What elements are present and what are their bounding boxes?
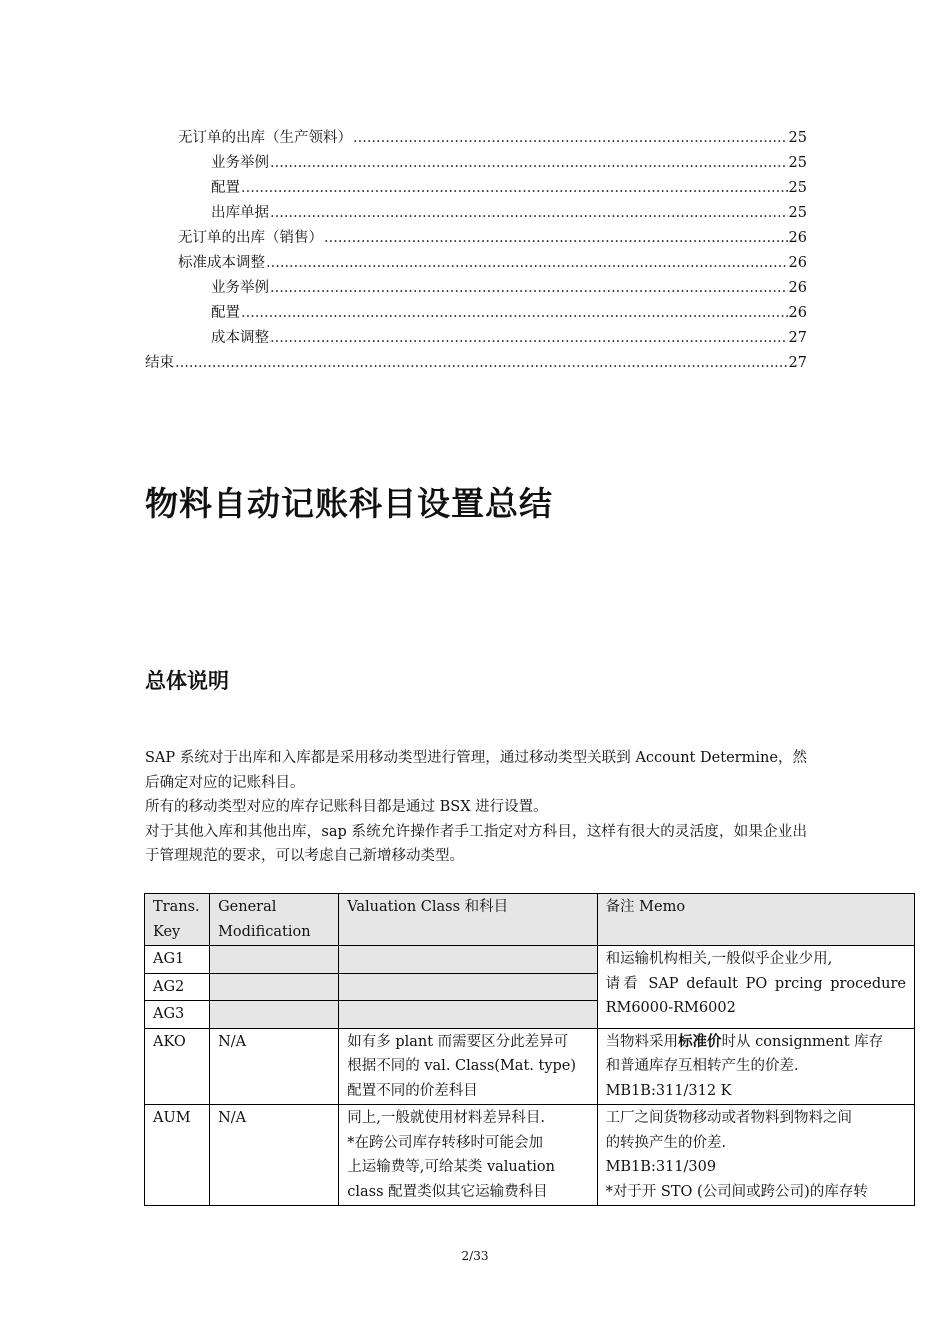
toc-entry-title: 业务举例 — [211, 155, 269, 171]
cell-memo: 和运输机构相关,一般似乎企业少用, 请看 SAP default PO prcing procedure RM6000-RM6002 — [597, 946, 914, 1029]
toc-entry-page: 26 — [788, 305, 807, 321]
toc-entry-page: 25 — [788, 180, 807, 196]
toc-entry-title: 无订单的出库（生产领料） — [178, 130, 352, 146]
cell-valuation-class — [339, 973, 597, 1001]
toc-leader — [175, 351, 788, 376]
toc-entry[interactable] — [145, 226, 807, 251]
toc-entry-page: 25 — [788, 205, 807, 221]
toc-leader — [353, 126, 788, 151]
intro-paragraph: 所有的移动类型对应的库存记账科目都是通过 BSX 进行设置。 — [145, 799, 548, 815]
toc-entry[interactable] — [145, 276, 807, 301]
intro-text — [145, 746, 807, 869]
toc-leader — [241, 301, 788, 326]
document-title: 物料自动记账科目设置总结 — [145, 484, 553, 523]
toc-entry[interactable] — [145, 351, 807, 376]
toc-leader — [324, 226, 788, 251]
toc-leader — [241, 176, 788, 201]
page-number: 2/33 — [461, 1249, 489, 1263]
cell-valuation-class: 如有多 plant 而需要区分此差异可 根据不同的 val. Class(Mat. type) 配置不同的价差科目 — [339, 1028, 597, 1105]
cell-trans-key: AKO — [145, 1028, 210, 1105]
toc-leader — [270, 151, 788, 176]
toc-entry[interactable] — [145, 126, 807, 151]
cell-trans-key: AG3 — [145, 1001, 210, 1029]
header-trans-key: Trans. Key — [145, 894, 210, 946]
table-of-contents — [145, 126, 807, 376]
table-row — [145, 946, 915, 974]
table-header-row — [145, 894, 915, 946]
toc-entry-page: 26 — [788, 230, 807, 246]
toc-entry-title: 结束 — [145, 355, 174, 371]
toc-entry-title: 标准成本调整 — [178, 255, 265, 271]
transaction-key-table — [144, 893, 915, 1206]
toc-entry-page: 25 — [788, 155, 807, 171]
toc-leader — [270, 276, 788, 301]
intro-paragraph: 对于其他入库和其他出库，sap 系统允许操作者手工指定对方科目，这样有很大的灵活度，如果企业出于管理规范的要求，可以考虑自己新增移动类型。 — [145, 823, 807, 864]
toc-entry-page: 26 — [788, 280, 807, 296]
toc-leader — [270, 326, 788, 351]
cell-general-modification: N/A — [210, 1028, 339, 1105]
cell-valuation-class: 同上,一般就使用材料差异科目. *在跨公司库存转移时可能会加 上运输费等,可给某类 valuation class 配置类似其它运输费科目 — [339, 1105, 597, 1206]
toc-entry[interactable] — [145, 176, 807, 201]
cell-memo: 工厂之间货物移动或者物料到物料之间 的转换产生的价差. MB1B:311/309 *对于开 STO (公司间或跨公司)的库存转 — [597, 1105, 914, 1206]
toc-entry-title: 配置 — [211, 180, 240, 196]
header-valuation-class: Valuation Class 和科目 — [339, 894, 597, 946]
toc-entry[interactable] — [145, 151, 807, 176]
cell-general-modification: N/A — [210, 1105, 339, 1206]
toc-entry[interactable] — [145, 301, 807, 326]
section-heading: 总体说明 — [145, 669, 229, 693]
header-general-modification: General Modification — [210, 894, 339, 946]
cell-memo: 当物料采用标准价时从 consignment 库存 和普通库存互相转产生的价差. MB1B:311/312 K — [597, 1028, 914, 1105]
cell-valuation-class — [339, 946, 597, 974]
cell-trans-key: AG1 — [145, 946, 210, 974]
toc-entry-title: 出库单据 — [211, 205, 269, 221]
cell-valuation-class — [339, 1001, 597, 1029]
toc-entry-title: 成本调整 — [211, 330, 269, 346]
toc-leader — [266, 251, 788, 276]
cell-general-modification — [210, 946, 339, 974]
header-memo: 备注 Memo — [597, 894, 914, 946]
toc-entry-page: 25 — [788, 130, 807, 146]
toc-entry[interactable] — [145, 251, 807, 276]
bold-term: 标准价 — [678, 1032, 722, 1050]
intro-paragraph: SAP 系统对于出库和入库都是采用移动类型进行管理，通过移动类型关联到 Account Determine，然后确定对应的记账科目。 — [145, 750, 807, 791]
table-row — [145, 1105, 915, 1206]
toc-entry[interactable] — [145, 326, 807, 351]
toc-entry-title: 配置 — [211, 305, 240, 321]
toc-leader — [270, 201, 788, 226]
table-row — [145, 1028, 915, 1105]
cell-trans-key: AUM — [145, 1105, 210, 1206]
toc-entry-title: 业务举例 — [211, 280, 269, 296]
cell-general-modification — [210, 1001, 339, 1029]
cell-trans-key: AG2 — [145, 973, 210, 1001]
toc-entry-page: 27 — [788, 355, 807, 371]
toc-entry-title: 无订单的出库（销售） — [178, 230, 323, 246]
toc-entry-page: 27 — [788, 330, 807, 346]
cell-general-modification — [210, 973, 339, 1001]
toc-entry-page: 26 — [788, 255, 807, 271]
toc-entry[interactable] — [145, 201, 807, 226]
